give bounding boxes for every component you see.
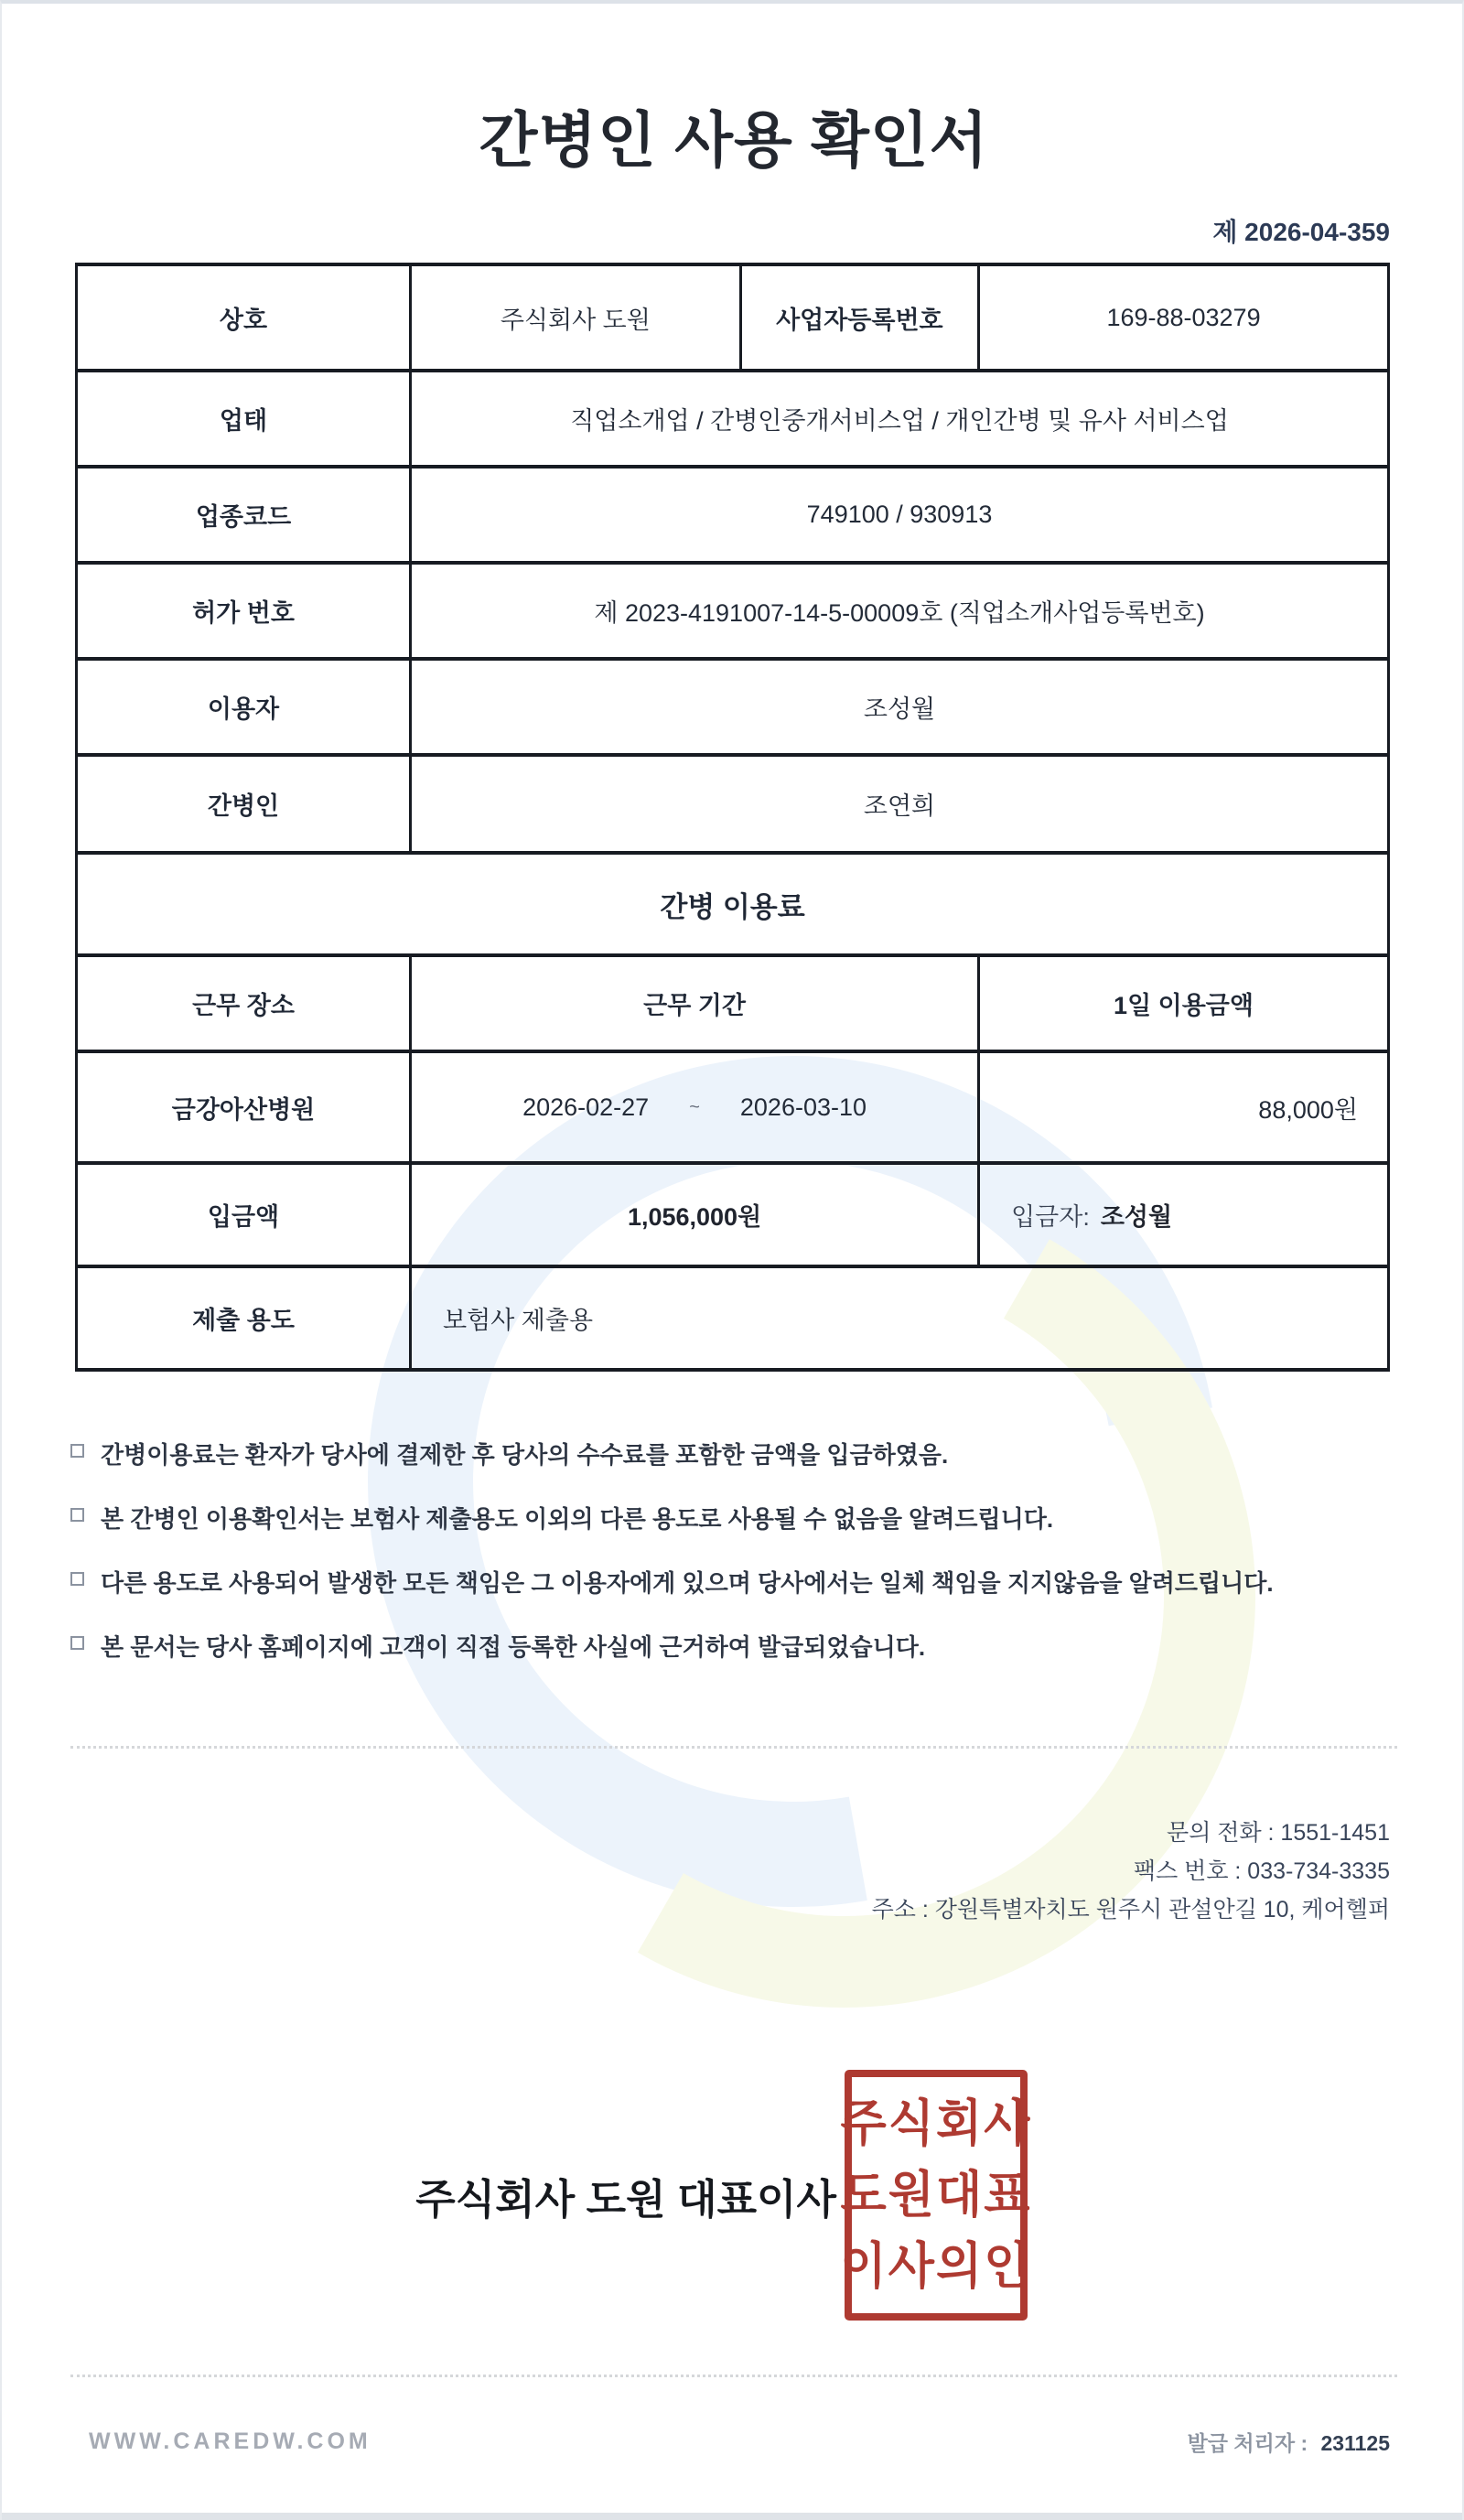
issuer-label: 발급 처리자 :	[1187, 2431, 1308, 2455]
document-number: 제 2026-04-359	[1212, 218, 1390, 246]
work-period-header: 근무 기간	[409, 957, 977, 1050]
caregiver-label: 간병인	[207, 792, 280, 820]
depositor-cell	[977, 1165, 1387, 1265]
contact-info	[75, 1814, 1390, 1929]
industry-code-label: 업종코드	[195, 503, 292, 531]
seal-text-line: 주식회사	[840, 2095, 1032, 2152]
note-text: 본 간병인 이용확인서는 보험사 제출용도 이외의 다른 용도로 사용될 수 없음을 알려드립니다.	[101, 1505, 1054, 1533]
note-text: 다른 용도로 사용되어 발생한 모든 책임은 그 이용자에게 있으며 당사에서는 일체 책임을 지지않음을 알려드립니다.	[101, 1569, 1274, 1597]
table-row-purpose	[78, 1265, 1387, 1368]
permit-no-label: 허가 번호	[192, 599, 295, 627]
business-reg-no-value: 169-88-03279	[977, 266, 1387, 369]
seal-text-line: 이사의인	[840, 2238, 1032, 2295]
contact-phone: 문의 전화 : 1551-1451	[1167, 1820, 1390, 1846]
square-bullet-icon	[70, 1444, 84, 1458]
issuer-value: 231125	[1320, 2431, 1390, 2455]
period-end-date: 2026-03-10	[739, 1093, 867, 1121]
signature-block	[2, 2062, 1464, 2328]
seal-text-line: 도원대표	[840, 2167, 1032, 2224]
square-bullet-icon	[70, 1636, 84, 1650]
business-type-label: 업태	[219, 407, 268, 435]
table-row-industry-code	[78, 465, 1387, 561]
company-name-value: 주식회사 도원	[409, 266, 739, 369]
page-title: 간병인 사용 확인서	[479, 106, 989, 174]
period-start-date: 2026-02-27	[522, 1093, 650, 1121]
company-name-label: 상호	[219, 306, 268, 334]
user-value: 조성월	[409, 661, 1387, 753]
industry-code-value: 749100 / 930913	[409, 468, 1387, 561]
table-row-fee-section-title	[78, 851, 1387, 953]
table-row-deposit	[78, 1161, 1387, 1265]
notes-list	[70, 1437, 1406, 1693]
website-url: WWW.CAREDW.COM	[89, 2428, 371, 2454]
fee-section-title: 간병 이용료	[660, 890, 805, 923]
list-item	[70, 1629, 1406, 1693]
company-ceo-signature-text: 주식회사 도원 대표이사	[415, 2175, 836, 2223]
note-text: 본 문서는 당사 홈페이지에 고객이 직접 등록한 사실에 근거하여 발급되었습니다.	[101, 1633, 926, 1661]
issuer-info	[1188, 2427, 1390, 2457]
deposit-amount: 1,056,000원	[409, 1165, 977, 1265]
caregiver-value: 조연희	[409, 757, 1387, 851]
list-item	[70, 1437, 1406, 1501]
square-bullet-icon	[70, 1572, 84, 1586]
purpose-label: 제출 용도	[192, 1307, 295, 1334]
dotted-divider-bottom	[70, 2375, 1397, 2377]
tilde-separator: ~	[689, 1096, 700, 1117]
contact-address: 주소 : 강원특별자치도 원주시 관설안길 10, 케어헬퍼	[871, 1897, 1390, 1922]
depositor-label: 입금자:	[1011, 1203, 1090, 1231]
table-row-fee-headers	[78, 953, 1387, 1050]
note-text: 간병이용료는 환자가 당사에 결제한 후 당사의 수수료를 포함한 금액을 입금하였음.	[101, 1441, 949, 1469]
work-place-header: 근무 장소	[192, 992, 295, 1019]
table-row-user	[78, 657, 1387, 753]
window-bottom-edge	[2, 2513, 1462, 2520]
daily-amount-value: 88,000원	[977, 1053, 1387, 1161]
purpose-value: 보험사 제출용	[409, 1268, 1387, 1368]
table-row-company	[78, 266, 1387, 369]
work-place-value: 금강아산병원	[171, 1095, 316, 1124]
work-period-value	[409, 1053, 977, 1161]
dotted-divider-top	[70, 1746, 1397, 1749]
table-row-permit-no	[78, 561, 1387, 657]
square-bullet-icon	[70, 1508, 84, 1522]
permit-no-value: 제 2023-4191007-14-5-00009호 (직업소개사업등록번호)	[409, 565, 1387, 657]
corporate-seal-stamp	[840, 2070, 1032, 2321]
footer	[89, 2427, 1390, 2457]
list-item	[70, 1565, 1406, 1629]
depositor-name: 조성월	[1100, 1203, 1173, 1231]
user-label: 이용자	[207, 695, 280, 723]
table-row-business-type	[78, 369, 1387, 465]
business-type-value: 직업소개업 / 간병인중개서비스업 / 개인간병 및 유사 서비스업	[409, 372, 1387, 465]
daily-amount-header: 1일 이용금액	[977, 957, 1387, 1050]
info-table	[75, 263, 1390, 1372]
deposit-label: 입금액	[207, 1203, 280, 1231]
list-item	[70, 1501, 1406, 1565]
business-reg-no-label: 사업자등록번호	[739, 266, 977, 369]
contact-fax: 팩스 번호 : 033-734-3335	[1133, 1858, 1390, 1884]
table-row-caregiver	[78, 753, 1387, 851]
table-row-fee-data	[78, 1050, 1387, 1161]
